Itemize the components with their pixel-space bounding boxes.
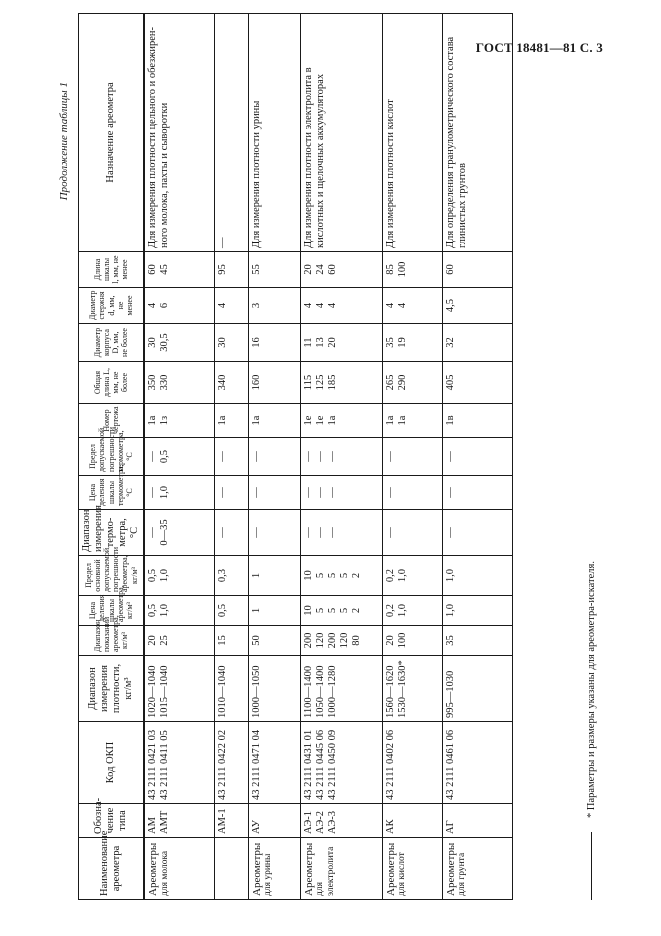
cell-draw: 1а 1з bbox=[144, 404, 214, 438]
row-name-a: Ареометры bbox=[147, 842, 160, 896]
cell-show: 50 bbox=[248, 626, 300, 656]
row-name-b: для электролита bbox=[315, 846, 337, 896]
cell-trange: — bbox=[214, 510, 248, 556]
cell-err: 1,0 bbox=[442, 556, 512, 596]
col-readings-range: Диапазон показаний ареометра, кг/м³ bbox=[79, 626, 145, 656]
cell-okp: 43 2111 0471 04 bbox=[248, 722, 300, 804]
cell-l: 85 100 bbox=[382, 252, 442, 288]
col-thermometer-range: Диапазон измерения термометра, °С bbox=[79, 510, 145, 556]
cell-trange: — bbox=[382, 510, 442, 556]
cell-type: АМ-1 bbox=[214, 804, 248, 838]
col-stem-diameter: Диаметр стержня d, мм, не менее bbox=[79, 288, 145, 324]
cell-draw: 1а 1а bbox=[382, 404, 442, 438]
cell-draw: 1е 1е 1а bbox=[300, 404, 382, 438]
cell-okp: 43 2111 0421 03 43 2111 0411 05 bbox=[144, 722, 214, 804]
cell-d: 4,5 bbox=[442, 288, 512, 324]
cell-div: 1 bbox=[248, 596, 300, 626]
cell-range: 1100—1400 1050—1400 1000—1280 bbox=[300, 656, 382, 722]
col-purpose: Назначение ареометра bbox=[79, 14, 145, 252]
row-name-cell bbox=[248, 838, 300, 900]
cell-d: 4 6 bbox=[144, 288, 214, 324]
cell-L: 340 bbox=[214, 362, 248, 404]
cell-L: 265 290 bbox=[382, 362, 442, 404]
cell-tdiv: — bbox=[382, 476, 442, 510]
cell-purpose: — bbox=[214, 14, 248, 252]
footnote bbox=[586, 561, 597, 900]
col-drawing-number: Номер чертежа bbox=[79, 404, 145, 438]
cell-D: 32 bbox=[442, 324, 512, 362]
cell-D: 35 19 bbox=[382, 324, 442, 362]
cell-div: 0,5 1,0 bbox=[144, 596, 214, 626]
cell-show: 35 bbox=[442, 626, 512, 656]
cell-div: 1,0 bbox=[442, 596, 512, 626]
row-name-cell bbox=[300, 838, 382, 900]
col-density-range: Диапазон измерения плотности, кг/м³ bbox=[79, 656, 145, 722]
cell-err: 0,3 bbox=[214, 556, 248, 596]
table-header-row bbox=[79, 14, 145, 900]
cell-l: 95 bbox=[214, 252, 248, 288]
table-row bbox=[442, 14, 512, 900]
cell-purpose: Для измерения плотности электролита в кислотных и щелочных аккумуляторах bbox=[300, 14, 382, 252]
col-okp: Код ОКП bbox=[79, 722, 145, 804]
table-caption: Продолжение таблицы 1 bbox=[58, 82, 70, 201]
cell-type: АУ bbox=[248, 804, 300, 838]
col-thermometer-division: Цена деления шкалы термометра, °С bbox=[79, 476, 145, 510]
cell-terr: — bbox=[214, 438, 248, 476]
col-body-diameter: Диаметр корпуса D, мм, не более bbox=[79, 324, 145, 362]
cell-terr: — bbox=[248, 438, 300, 476]
col-total-length: Общая длина L, мм, не более bbox=[79, 362, 145, 404]
cell-d: 4 4 bbox=[382, 288, 442, 324]
cell-show: 15 bbox=[214, 626, 248, 656]
cell-okp: 43 2111 0431 01 43 2111 0445 06 43 2111 0450 09 bbox=[300, 722, 382, 804]
col-type: Обозначение типа bbox=[79, 804, 145, 838]
cell-l: 60 bbox=[442, 252, 512, 288]
cell-okp: 43 2111 0461 06 bbox=[442, 722, 512, 804]
col-error-limit: Предел основной допускаемой погрешности ареометра, кг/м³ bbox=[79, 556, 145, 596]
cell-trange: — 0—35 bbox=[144, 510, 214, 556]
row-name-b: для урины bbox=[263, 853, 274, 896]
cell-show: 20 25 bbox=[144, 626, 214, 656]
cell-draw: 1в bbox=[442, 404, 512, 438]
cell-type: АК bbox=[382, 804, 442, 838]
row-name-cell bbox=[214, 838, 248, 900]
cell-range: 1020—1040 1015—1040 bbox=[144, 656, 214, 722]
row-name-a: Ареометры bbox=[302, 842, 315, 896]
row-name-b: для грунта bbox=[457, 852, 468, 896]
cell-err: 10 5 5 5 2 bbox=[300, 556, 382, 596]
table-row bbox=[300, 14, 382, 900]
cell-d: 4 4 4 bbox=[300, 288, 382, 324]
cell-d: 3 bbox=[248, 288, 300, 324]
row-name-a: Ареометры bbox=[250, 842, 263, 896]
cell-err: 0,5 1,0 bbox=[144, 556, 214, 596]
cell-trange: — bbox=[442, 510, 512, 556]
cell-purpose: Для определения гранулометрического состава глинистых грунтов bbox=[442, 14, 512, 252]
row-name-cell bbox=[382, 838, 442, 900]
cell-tdiv: — — — bbox=[300, 476, 382, 510]
cell-terr: — bbox=[442, 438, 512, 476]
cell-tdiv: — bbox=[214, 476, 248, 510]
table-body bbox=[144, 14, 512, 900]
row-name-b: для молока bbox=[159, 850, 170, 896]
cell-D: 11 13 20 bbox=[300, 324, 382, 362]
table-row bbox=[144, 14, 214, 900]
cell-range: 1560—1620 1530—1630* bbox=[382, 656, 442, 722]
cell-d: 4 bbox=[214, 288, 248, 324]
cell-tdiv: — bbox=[248, 476, 300, 510]
cell-L: 350 330 bbox=[144, 362, 214, 404]
footnote-text: * Параметры и размеры указаны для ареометра-искателя. bbox=[586, 561, 597, 818]
col-name: Наименование ареометра bbox=[79, 838, 145, 900]
row-name-cell bbox=[442, 838, 512, 900]
cell-purpose: Для измерения плотности кислот bbox=[382, 14, 442, 252]
cell-D: 30 30,5 bbox=[144, 324, 214, 362]
table-row bbox=[382, 14, 442, 900]
row-name-a: Ареометры bbox=[384, 842, 397, 896]
cell-okp: 43 2111 0402 06 bbox=[382, 722, 442, 804]
cell-div: 10 5 5 5 2 bbox=[300, 596, 382, 626]
cell-show: 200 120 200 120 80 bbox=[300, 626, 382, 656]
cell-l: 60 45 bbox=[144, 252, 214, 288]
cell-err: 1 bbox=[248, 556, 300, 596]
cell-L: 405 bbox=[442, 362, 512, 404]
cell-range: 1010—1040 bbox=[214, 656, 248, 722]
cell-type: АМ АМТ bbox=[144, 804, 214, 838]
cell-trange: — — — bbox=[300, 510, 382, 556]
cell-range: 995—1030 bbox=[442, 656, 512, 722]
cell-type: АЭ-1 АЭ-2 АЭ-3 bbox=[300, 804, 382, 838]
page-header: ГОСТ 18481—81 С. 3 bbox=[475, 40, 603, 55]
cell-range: 1000—1050 bbox=[248, 656, 300, 722]
cell-div: 0,5 bbox=[214, 596, 248, 626]
cell-tdiv: — bbox=[442, 476, 512, 510]
cell-purpose: Для измерения плотности цельного и обезжиренного молока, пахты и сыворотки bbox=[144, 14, 214, 252]
cell-purpose: Для измерения плотности урины bbox=[248, 14, 300, 252]
table-row bbox=[214, 14, 248, 900]
cell-tdiv: — 1,0 bbox=[144, 476, 214, 510]
cell-D: 30 bbox=[214, 324, 248, 362]
cell-terr: — bbox=[382, 438, 442, 476]
cell-l: 55 bbox=[248, 252, 300, 288]
cell-D: 16 bbox=[248, 324, 300, 362]
cell-err: 0,2 1,0 bbox=[382, 556, 442, 596]
cell-L: 115 125 185 bbox=[300, 362, 382, 404]
cell-trange: — bbox=[248, 510, 300, 556]
cell-terr: — 0,5 bbox=[144, 438, 214, 476]
cell-div: 0,2 1,0 bbox=[382, 596, 442, 626]
cell-type: АГ bbox=[442, 804, 512, 838]
row-name-cell bbox=[144, 838, 214, 900]
col-scale-division: Цена деления шкалы ареометра, кг/м³ bbox=[79, 596, 145, 626]
cell-l: 20 24 60 bbox=[300, 252, 382, 288]
row-name-b: для кислот bbox=[397, 852, 408, 896]
col-scale-length: Длина шкалы l, мм, не менее bbox=[79, 252, 145, 288]
cell-show: 20 100 bbox=[382, 626, 442, 656]
col-thermometer-error: Предел допускаемой погрешности термометра, °С bbox=[79, 438, 145, 476]
cell-L: 160 bbox=[248, 362, 300, 404]
cell-okp: 43 2111 0422 02 bbox=[214, 722, 248, 804]
row-name-a: Ареометры bbox=[444, 842, 457, 896]
cell-draw: 1а bbox=[248, 404, 300, 438]
hydrometer-table bbox=[78, 13, 513, 900]
table-row bbox=[248, 14, 300, 900]
cell-draw: 1а bbox=[214, 404, 248, 438]
cell-terr: — — — bbox=[300, 438, 382, 476]
footnote-rule bbox=[591, 832, 592, 900]
